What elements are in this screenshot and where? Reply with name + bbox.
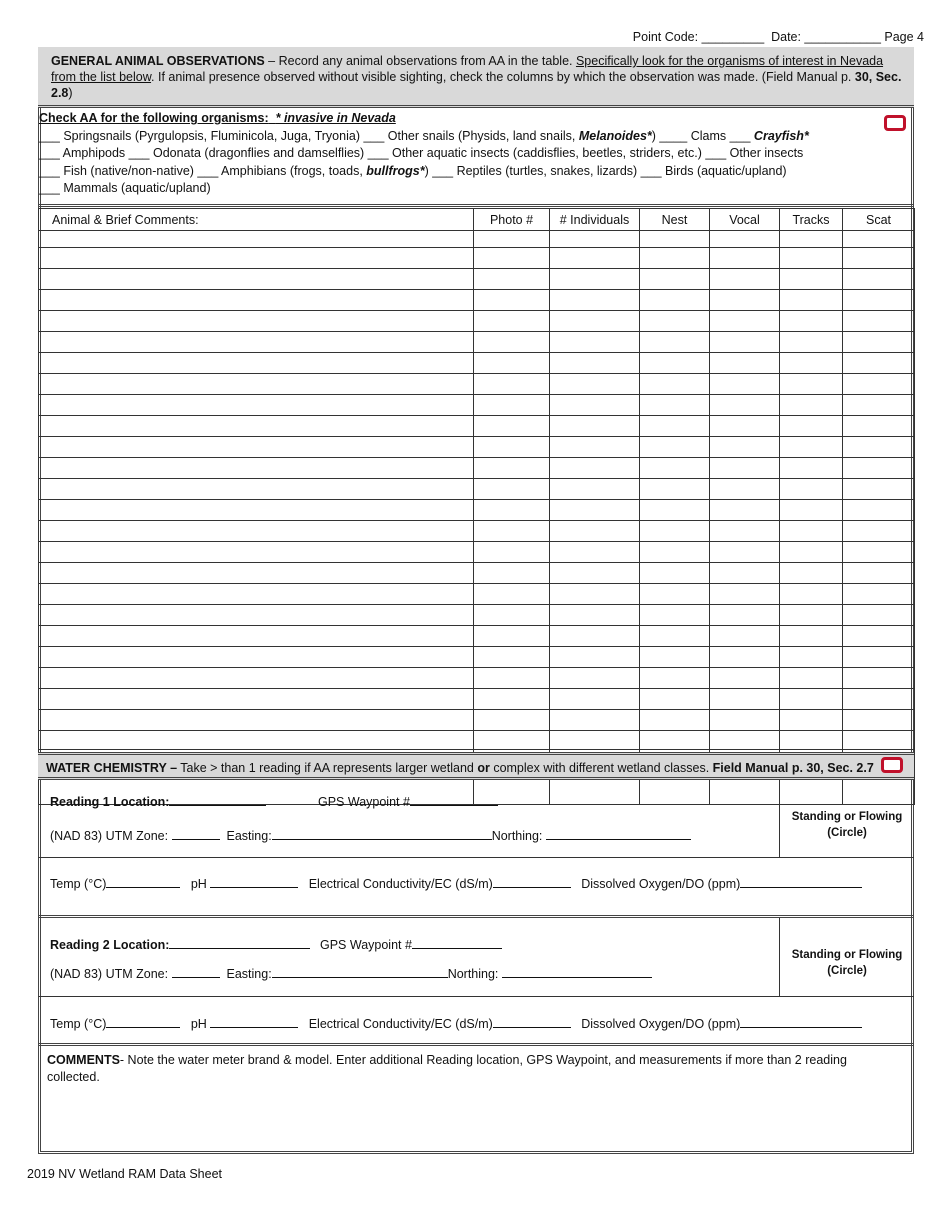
- table-cell[interactable]: [474, 563, 550, 584]
- table-cell[interactable]: [710, 542, 780, 563]
- table-cell[interactable]: [843, 689, 915, 710]
- measures1-temp-blank[interactable]: [106, 878, 180, 888]
- table-cell[interactable]: [550, 458, 640, 479]
- table-cell[interactable]: [474, 311, 550, 332]
- table-cell[interactable]: [474, 542, 550, 563]
- table-row[interactable]: [39, 332, 915, 353]
- table-cell[interactable]: [843, 395, 915, 416]
- col-scat: Scat: [843, 209, 915, 231]
- col-vocal: Vocal: [710, 209, 780, 231]
- table-row[interactable]: [39, 500, 915, 521]
- table-cell[interactable]: [39, 458, 474, 479]
- table-cell[interactable]: [843, 563, 915, 584]
- table-cell[interactable]: [39, 563, 474, 584]
- table-cell[interactable]: [474, 710, 550, 731]
- table-cell[interactable]: [780, 605, 843, 626]
- table-row[interactable]: [39, 353, 915, 374]
- red-square-icon[interactable]: [881, 757, 903, 773]
- table-cell[interactable]: [550, 668, 640, 689]
- table-cell[interactable]: [640, 710, 710, 731]
- reading-1-section: [38, 781, 914, 858]
- table-cell[interactable]: [843, 332, 915, 353]
- reading1-gps: GPS Waypoint #: [318, 795, 410, 809]
- table-cell[interactable]: [640, 626, 710, 647]
- table-cell[interactable]: [550, 689, 640, 710]
- table-cell[interactable]: [640, 668, 710, 689]
- reading2-location-blank[interactable]: [169, 939, 310, 949]
- table-cell[interactable]: [39, 584, 474, 605]
- reading1-northing: Northing:: [491, 829, 546, 843]
- table-cell[interactable]: [550, 269, 640, 290]
- table-cell[interactable]: [550, 332, 640, 353]
- table-cell[interactable]: [640, 231, 710, 248]
- table-cell[interactable]: [843, 311, 915, 332]
- table-cell[interactable]: [640, 437, 710, 458]
- table-cell[interactable]: [640, 647, 710, 668]
- table-row[interactable]: [39, 584, 915, 605]
- table-cell[interactable]: [843, 248, 915, 269]
- table-cell[interactable]: [640, 731, 710, 750]
- reading1-utm-blank[interactable]: [172, 830, 220, 840]
- reading1-location-row: [50, 795, 266, 809]
- general-text2: . If animal presence observed without visible sighting, check the columns by which the observation was made. (Field Manual p.: [151, 70, 855, 84]
- table-cell[interactable]: [843, 647, 915, 668]
- table-row[interactable]: [39, 668, 915, 689]
- reading2-utm-row: [50, 967, 652, 981]
- table-cell[interactable]: [780, 668, 843, 689]
- table-cell[interactable]: [39, 332, 474, 353]
- table-cell[interactable]: [710, 584, 780, 605]
- table-cell[interactable]: [843, 374, 915, 395]
- table-cell[interactable]: [780, 248, 843, 269]
- reading1-utm-row: [50, 829, 691, 843]
- table-cell[interactable]: [39, 710, 474, 731]
- measures1-temp: Temp (°C): [50, 877, 107, 891]
- table-cell[interactable]: [710, 437, 780, 458]
- comments-title: COMMENTS: [47, 1053, 120, 1067]
- reading2-northing-blank[interactable]: [502, 968, 652, 978]
- table-cell[interactable]: [780, 437, 843, 458]
- checklist-line-1: [39, 128, 914, 146]
- reading1-standing-flowing: [779, 781, 914, 858]
- table-cell[interactable]: [39, 248, 474, 269]
- reading1-label: Reading 1 Location:: [50, 795, 170, 809]
- reading1-gps-row: [318, 795, 498, 809]
- table-cell[interactable]: [710, 248, 780, 269]
- table-cell[interactable]: [474, 731, 550, 750]
- table-cell[interactable]: [780, 416, 843, 437]
- general-observations-section: [38, 47, 914, 108]
- table-cell[interactable]: [474, 374, 550, 395]
- table-cell[interactable]: [39, 353, 474, 374]
- table-row[interactable]: [39, 647, 915, 668]
- table-cell[interactable]: [39, 290, 474, 311]
- table-cell[interactable]: [843, 710, 915, 731]
- table-cell[interactable]: [474, 437, 550, 458]
- table-cell[interactable]: [710, 353, 780, 374]
- table-cell[interactable]: [710, 374, 780, 395]
- table-cell[interactable]: [780, 395, 843, 416]
- water-chemistry-section: [38, 752, 914, 780]
- measures1-ph-blank[interactable]: [210, 878, 298, 888]
- checklist-line3-a: ___ Fish (native/non-native) ___ Amphibians (frogs, toads,: [39, 163, 367, 178]
- table-cell[interactable]: [39, 479, 474, 500]
- reading1-gps-blank[interactable]: [410, 796, 498, 806]
- table-cell[interactable]: [843, 626, 915, 647]
- table-cell[interactable]: [710, 269, 780, 290]
- table-cell[interactable]: [550, 290, 640, 311]
- reading2-label: Reading 2 Location:: [50, 938, 170, 952]
- table-cell[interactable]: [780, 500, 843, 521]
- checklist-line-3: [39, 163, 914, 181]
- table-row[interactable]: [39, 521, 915, 542]
- comments-text: - Note the water meter brand & model. Enter additional Reading location, GPS Waypoint, and measurements if more than 2 reading collected.: [47, 1053, 847, 1084]
- table-cell[interactable]: [843, 542, 915, 563]
- table-cell[interactable]: [780, 689, 843, 710]
- table-cell[interactable]: [843, 458, 915, 479]
- table-cell[interactable]: [474, 668, 550, 689]
- reading1-location-blank[interactable]: [169, 796, 266, 806]
- table-cell[interactable]: [39, 542, 474, 563]
- reading2-location-row: [50, 938, 310, 952]
- table-cell[interactable]: [39, 311, 474, 332]
- table-cell[interactable]: [710, 395, 780, 416]
- table-cell[interactable]: [780, 563, 843, 584]
- table-cell[interactable]: [474, 500, 550, 521]
- table-cell[interactable]: [710, 332, 780, 353]
- table-cell[interactable]: [640, 395, 710, 416]
- table-cell[interactable]: [39, 668, 474, 689]
- checklist-melanoides: Melanoides*: [578, 128, 652, 143]
- table-cell[interactable]: [780, 290, 843, 311]
- table-cell[interactable]: [474, 353, 550, 374]
- table-cell[interactable]: [39, 689, 474, 710]
- table-cell[interactable]: [640, 311, 710, 332]
- table-row[interactable]: [39, 458, 915, 479]
- table-cell[interactable]: [550, 479, 640, 500]
- table-cell[interactable]: [640, 290, 710, 311]
- table-cell[interactable]: [550, 584, 640, 605]
- table-cell[interactable]: [550, 521, 640, 542]
- reading2-side2: (Circle): [827, 965, 867, 977]
- measures1-ec: Electrical Conductivity/EC (dS/m): [308, 877, 493, 891]
- table-cell[interactable]: [39, 731, 474, 750]
- table-row[interactable]: [39, 710, 915, 731]
- table-cell[interactable]: [39, 626, 474, 647]
- table-cell[interactable]: [550, 647, 640, 668]
- general-underlined: Specifically look for the organisms of interest in Nevada from the list below: [51, 54, 884, 84]
- table-cell[interactable]: [474, 290, 550, 311]
- table-row[interactable]: [39, 731, 915, 750]
- measures1-do: Dissolved Oxygen/DO (ppm): [581, 877, 741, 891]
- measures2-do-blank[interactable]: [740, 1018, 862, 1028]
- table-cell[interactable]: [843, 605, 915, 626]
- reading2-standing-flowing: [779, 918, 914, 997]
- table-cell[interactable]: [780, 311, 843, 332]
- table-cell[interactable]: [640, 374, 710, 395]
- table-cell[interactable]: [550, 416, 640, 437]
- table-cell[interactable]: [474, 584, 550, 605]
- measures2-temp-blank[interactable]: [106, 1018, 180, 1028]
- reading1-easting-blank[interactable]: [272, 830, 492, 840]
- table-cell[interactable]: [780, 710, 843, 731]
- table-cell[interactable]: [640, 563, 710, 584]
- general-ref: 30, Sec. 2.8: [51, 70, 902, 100]
- table-cell[interactable]: [843, 437, 915, 458]
- table-cell[interactable]: [640, 584, 710, 605]
- table-cell[interactable]: [710, 668, 780, 689]
- general-title: GENERAL ANIMAL OBSERVATIONS: [51, 54, 265, 68]
- reading1-northing-blank[interactable]: [546, 830, 691, 840]
- table-row[interactable]: [39, 479, 915, 500]
- table-cell[interactable]: [710, 647, 780, 668]
- table-cell[interactable]: [780, 542, 843, 563]
- table-cell[interactable]: [474, 332, 550, 353]
- table-cell[interactable]: [640, 479, 710, 500]
- table-row[interactable]: [39, 563, 915, 584]
- reading2-side1: Standing or Flowing: [791, 949, 903, 961]
- col-photo: Photo #: [474, 209, 550, 231]
- table-cell[interactable]: [780, 231, 843, 248]
- table-cell[interactable]: [39, 374, 474, 395]
- table-cell[interactable]: [710, 416, 780, 437]
- table-cell[interactable]: [640, 500, 710, 521]
- table-cell[interactable]: [780, 458, 843, 479]
- reading2-northing: Northing:: [447, 967, 502, 981]
- table-cell[interactable]: [843, 584, 915, 605]
- measures2-ph: pH: [190, 1017, 207, 1031]
- table-row[interactable]: [39, 374, 915, 395]
- table-cell[interactable]: [780, 353, 843, 374]
- table-cell[interactable]: [474, 269, 550, 290]
- table-cell[interactable]: [843, 500, 915, 521]
- organism-checklist: [38, 108, 914, 207]
- table-cell[interactable]: [550, 374, 640, 395]
- measures2-row: [50, 1017, 862, 1031]
- col-individuals: # Individuals: [550, 209, 640, 231]
- table-row[interactable]: [39, 311, 915, 332]
- table-row[interactable]: [39, 269, 915, 290]
- measures1-ec-blank[interactable]: [493, 878, 571, 888]
- table-cell[interactable]: [550, 231, 640, 248]
- table-cell[interactable]: [780, 479, 843, 500]
- measures-1-section: [38, 858, 914, 918]
- table-cell[interactable]: [780, 731, 843, 750]
- measures1-row: [50, 877, 862, 891]
- reading2-easting-blank[interactable]: [272, 968, 448, 978]
- table-cell[interactable]: [550, 437, 640, 458]
- table-cell[interactable]: [843, 479, 915, 500]
- table-cell[interactable]: [710, 521, 780, 542]
- table-header-row: [39, 209, 915, 231]
- table-cell[interactable]: [39, 231, 474, 248]
- table-cell[interactable]: [710, 605, 780, 626]
- checklist-title: Check AA for the following organisms:: [39, 111, 269, 125]
- header-line: Point Code: _________ Date: ___________ Page 4: [632, 30, 924, 44]
- table-cell[interactable]: [550, 731, 640, 750]
- checklist-crayfish: Crayfish*: [753, 128, 809, 143]
- checklist-line1-c: ) ____ Clams ___: [651, 128, 754, 143]
- animal-table: [38, 208, 915, 805]
- comments-section[interactable]: [38, 1046, 914, 1154]
- table-cell[interactable]: [710, 689, 780, 710]
- table-cell[interactable]: [640, 605, 710, 626]
- reading2-gps: GPS Waypoint #: [320, 938, 412, 952]
- table-cell[interactable]: [474, 626, 550, 647]
- reading2-utm-blank[interactable]: [172, 968, 220, 978]
- table-cell[interactable]: [640, 248, 710, 269]
- table-cell[interactable]: [39, 500, 474, 521]
- table-cell[interactable]: [474, 521, 550, 542]
- table-cell[interactable]: [640, 689, 710, 710]
- table-cell[interactable]: [39, 416, 474, 437]
- reading2-easting: Easting:: [226, 967, 272, 981]
- table-row[interactable]: [39, 231, 915, 248]
- reading1-side2: (Circle): [827, 827, 867, 839]
- table-cell[interactable]: [843, 416, 915, 437]
- table-row[interactable]: [39, 416, 915, 437]
- table-cell[interactable]: [550, 353, 640, 374]
- reading2-gps-row: [320, 938, 502, 952]
- table-row[interactable]: [39, 290, 915, 311]
- table-row[interactable]: [39, 542, 915, 563]
- reading1-utm: (NAD 83) UTM Zone:: [50, 829, 172, 843]
- checklist-line-4: ___ Mammals (aquatic/upland): [39, 181, 211, 195]
- table-cell[interactable]: [550, 626, 640, 647]
- measures2-temp: Temp (°C): [50, 1017, 107, 1031]
- table-cell[interactable]: [780, 626, 843, 647]
- red-square-icon[interactable]: [884, 115, 906, 131]
- table-row[interactable]: [39, 689, 915, 710]
- col-tracks: Tracks: [780, 209, 843, 231]
- table-cell[interactable]: [710, 458, 780, 479]
- table-cell[interactable]: [710, 479, 780, 500]
- reading-2-section: [38, 918, 914, 997]
- table-cell[interactable]: [550, 605, 640, 626]
- table-cell[interactable]: [39, 395, 474, 416]
- general-close: ): [68, 86, 73, 100]
- checklist-line-2: ___ Amphipods ___ Odonata (dragonflies and damselflies) ___ Other aquatic insects (caddisflies, beetles, striders, etc.) ___ Other insects: [39, 146, 804, 160]
- table-cell[interactable]: [39, 437, 474, 458]
- table-cell[interactable]: [780, 374, 843, 395]
- table-cell[interactable]: [710, 710, 780, 731]
- measures-2-section: [38, 997, 914, 1046]
- footer-text: 2019 NV Wetland RAM Data Sheet: [27, 1167, 223, 1181]
- table-cell[interactable]: [640, 521, 710, 542]
- checklist-title-row: [39, 110, 914, 128]
- checklist-line3-c: ) ___ Reptiles (turtles, snakes, lizards) ___ Birds (aquatic/upland): [424, 163, 787, 178]
- table-cell[interactable]: [640, 269, 710, 290]
- table-cell[interactable]: [39, 605, 474, 626]
- table-cell[interactable]: [710, 626, 780, 647]
- measures2-ph-blank[interactable]: [210, 1018, 298, 1028]
- col-nest: Nest: [640, 209, 710, 231]
- table-cell[interactable]: [550, 710, 640, 731]
- table-cell[interactable]: [843, 269, 915, 290]
- col-animal-comments: Animal & Brief Comments:: [39, 209, 474, 231]
- table-cell[interactable]: [710, 500, 780, 521]
- table-cell[interactable]: [474, 395, 550, 416]
- table-cell[interactable]: [710, 231, 780, 248]
- table-cell[interactable]: [843, 521, 915, 542]
- measures2-do: Dissolved Oxygen/DO (ppm): [581, 1017, 741, 1031]
- table-cell[interactable]: [843, 290, 915, 311]
- reading1-side1: Standing or Flowing: [791, 811, 903, 823]
- invasive-note: * invasive in Nevada: [275, 111, 396, 125]
- table-row[interactable]: [39, 605, 915, 626]
- water-text1: Take > than 1 reading if AA represents larger wetland: [177, 761, 478, 775]
- measures1-ph: pH: [190, 877, 207, 891]
- table-cell[interactable]: [550, 311, 640, 332]
- table-cell[interactable]: [640, 353, 710, 374]
- general-text1: – Record any animal observations from AA in the table.: [264, 54, 576, 68]
- water-or: or: [477, 761, 490, 775]
- table-cell[interactable]: [550, 542, 640, 563]
- checklist-line1-a: ___ Springsnails (Pyrgulopsis, Fluminicola, Juga, Tryonia) ___ Other snails (Physids, land snails,: [39, 128, 579, 143]
- table-cell[interactable]: [474, 458, 550, 479]
- table-cell[interactable]: [710, 311, 780, 332]
- table-cell[interactable]: [780, 332, 843, 353]
- table-cell[interactable]: [474, 479, 550, 500]
- table-cell[interactable]: [550, 395, 640, 416]
- table-cell[interactable]: [474, 248, 550, 269]
- table-cell[interactable]: [39, 269, 474, 290]
- checklist-bullfrogs: bullfrogs*: [366, 163, 425, 178]
- table-cell[interactable]: [710, 563, 780, 584]
- table-cell[interactable]: [640, 458, 710, 479]
- water-title: WATER CHEMISTRY –: [46, 761, 178, 775]
- table-cell[interactable]: [474, 231, 550, 248]
- reading2-gps-blank[interactable]: [412, 939, 502, 949]
- table-cell[interactable]: [843, 231, 915, 248]
- table-cell[interactable]: [550, 500, 640, 521]
- table-cell[interactable]: [843, 353, 915, 374]
- table-cell[interactable]: [780, 269, 843, 290]
- table-cell[interactable]: [474, 647, 550, 668]
- table-cell[interactable]: [39, 647, 474, 668]
- table-cell[interactable]: [710, 731, 780, 750]
- table-cell[interactable]: [640, 332, 710, 353]
- table-row[interactable]: [39, 437, 915, 458]
- water-text2: complex with different wetland classes.: [489, 761, 713, 775]
- table-cell[interactable]: [474, 689, 550, 710]
- table-cell[interactable]: [640, 416, 710, 437]
- table-cell[interactable]: [780, 584, 843, 605]
- table-cell[interactable]: [710, 290, 780, 311]
- measures1-do-blank[interactable]: [740, 878, 862, 888]
- table-cell[interactable]: [640, 542, 710, 563]
- reading2-utm: (NAD 83) UTM Zone:: [50, 967, 172, 981]
- reading1-easting: Easting:: [226, 829, 272, 843]
- table-cell[interactable]: [843, 668, 915, 689]
- measures2-ec: Electrical Conductivity/EC (dS/m): [308, 1017, 493, 1031]
- table-row[interactable]: [39, 626, 915, 647]
- table-row[interactable]: [39, 248, 915, 269]
- table-cell[interactable]: [843, 731, 915, 750]
- table-cell[interactable]: [780, 647, 843, 668]
- table-cell[interactable]: [39, 521, 474, 542]
- table-cell[interactable]: [550, 248, 640, 269]
- table-cell[interactable]: [550, 563, 640, 584]
- table-cell[interactable]: [780, 521, 843, 542]
- measures2-ec-blank[interactable]: [493, 1018, 571, 1028]
- table-cell[interactable]: [474, 416, 550, 437]
- table-row[interactable]: [39, 395, 915, 416]
- table-cell[interactable]: [474, 605, 550, 626]
- water-ref: Field Manual p. 30, Sec. 2.7: [712, 761, 874, 775]
